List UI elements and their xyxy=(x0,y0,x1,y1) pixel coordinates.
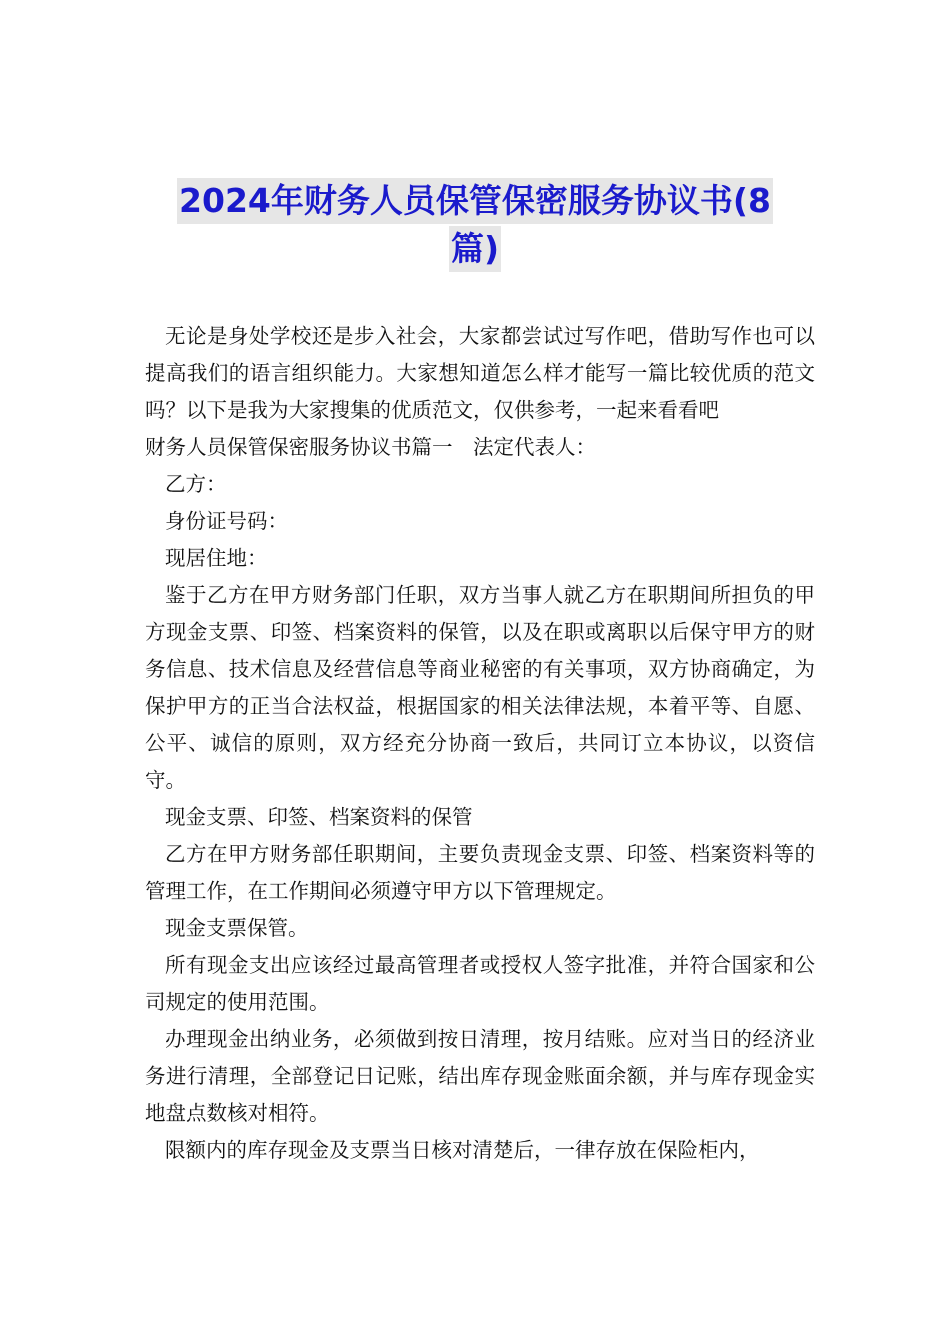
clause-paragraph-safe-storage: 限额内的库存现金及支票当日核对清楚后，一律存放在保险柜内， xyxy=(165,1138,760,1162)
document-title xyxy=(145,178,805,272)
clause-paragraph-daily-clearing: 办理现金出纳业务，必须做到按日清理，按月结账。应对当日的经济业务进行清理，全部登记日记账，结出库存现金账面余额，并与库存现金实地盘点数核对相符。 xyxy=(145,1027,815,1125)
document-title-line-2: 篇) xyxy=(449,226,501,272)
clause-paragraph-approval: 所有现金支出应该经过最高管理者或授权人签字批准，并符合国家和公司规定的使用范围。 xyxy=(145,953,815,1014)
party-b-field: 乙方： xyxy=(165,472,227,496)
document-title-line-1: 2024年财务人员保管保密服务协议书(8 xyxy=(177,178,773,224)
intro-paragraph: 无论是身处学校还是步入社会，大家都尝试过写作吧，借助写作也可以提高我们的语言组织能力。大家想知道怎么样才能写一篇比较优质的范文吗？以下是我为大家搜集的优质范文，仅供参考，一起来看看吧 xyxy=(145,324,815,422)
section-heading-part-1: 财务人员保管保密服务协议书篇一 法定代表人： xyxy=(145,435,596,459)
clause-heading-cheque: 现金支票保管。 xyxy=(165,916,309,940)
clause-paragraph-duties: 乙方在甲方财务部任职期间，主要负责现金支票、印签、档案资料等的管理工作，在工作期间必须遵守甲方以下管理规定。 xyxy=(145,842,815,903)
id-number-field: 身份证号码： xyxy=(165,509,288,533)
address-field: 现居住地： xyxy=(165,546,268,570)
preamble-paragraph: 鉴于乙方在甲方财务部门任职，双方当事人就乙方在职期间所担负的甲方现金支票、印签、档案资料的保管，以及在职或离职以后保守甲方的财务信息、技术信息及经营信息等商业秘密的有关事项，双方协商确定，为保护甲方的正当合法权益，根据国家的相关法律法规，本着平等、自愿、公平、诚信的原则，双方经充分协商一致后，共同订立本协议，以资信守。 xyxy=(145,583,815,792)
document-body xyxy=(145,318,815,1169)
clause-heading-custody: 现金支票、印签、档案资料的保管 xyxy=(165,805,473,829)
